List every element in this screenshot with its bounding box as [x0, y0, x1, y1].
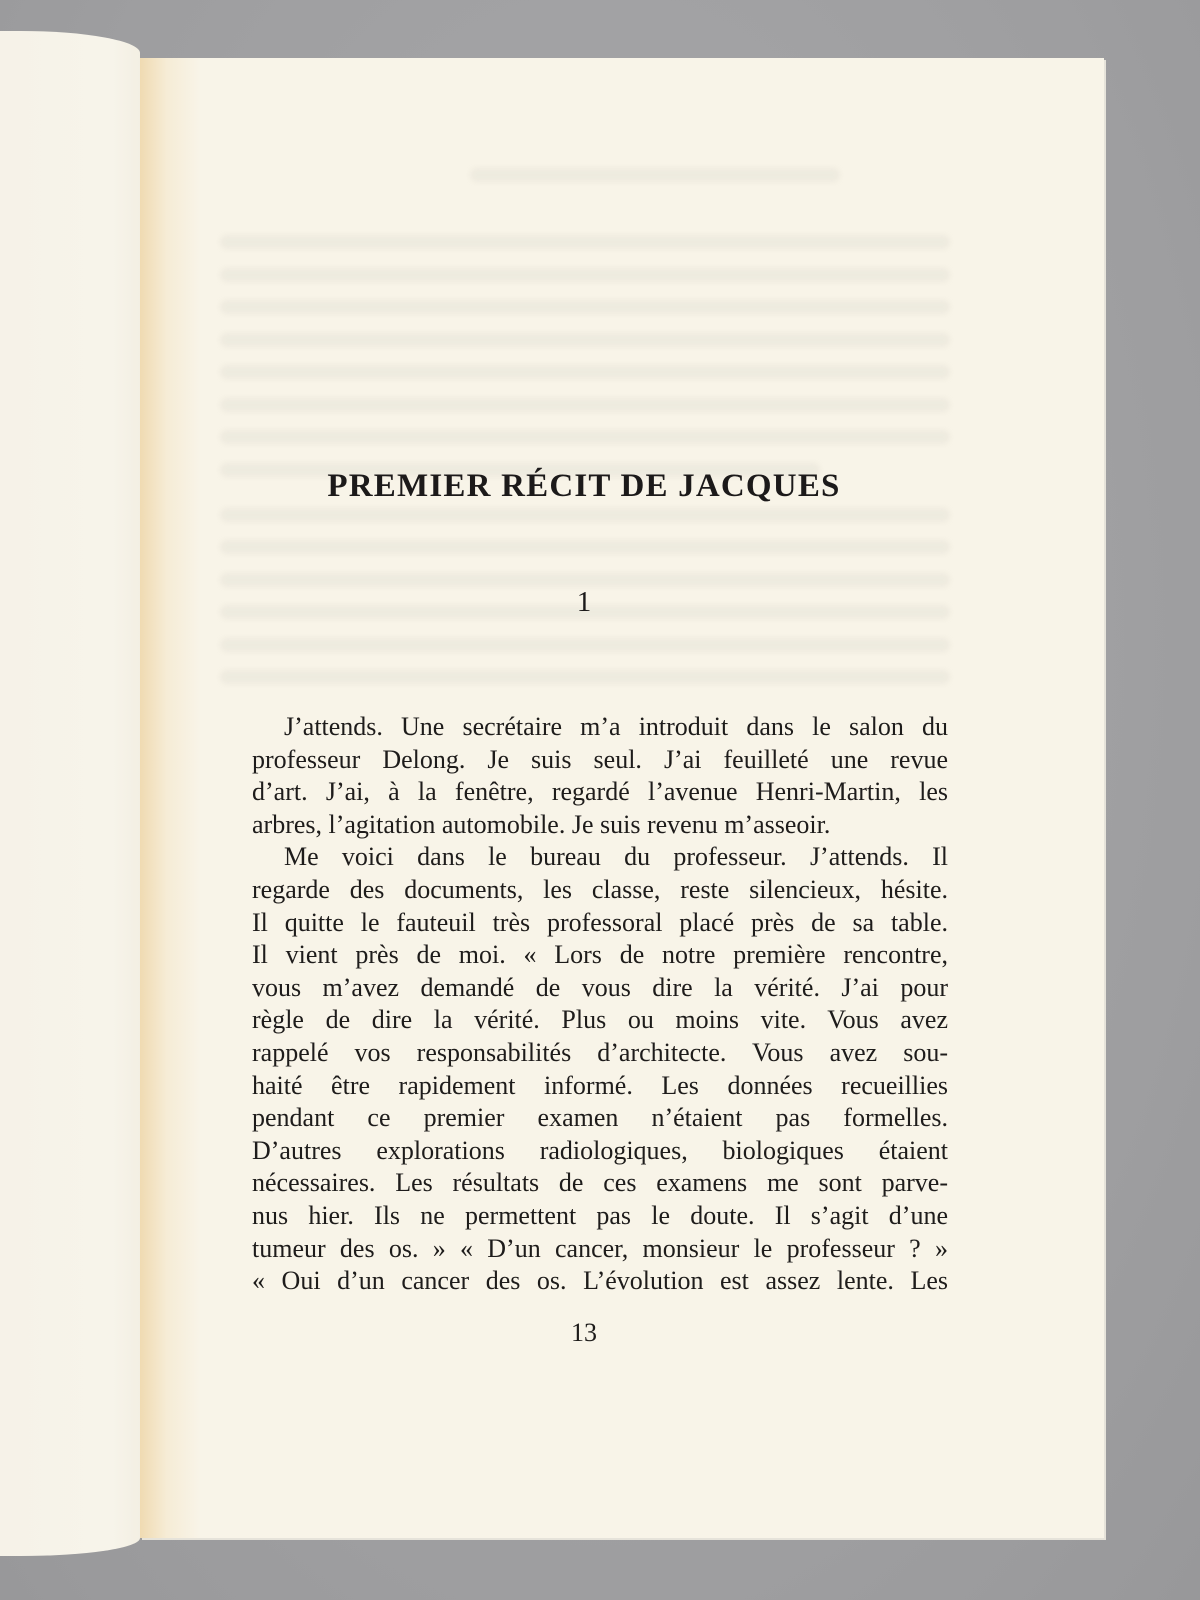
show-through-texture: [470, 168, 840, 182]
show-through-texture: [220, 430, 950, 444]
show-through-texture: [220, 540, 950, 554]
gutter-shadow: [140, 58, 200, 1538]
text-line: Il quitte le fauteuil très professoral placé près de sa table.: [252, 907, 948, 937]
section-number: 1: [576, 586, 592, 618]
show-through-texture: [220, 638, 950, 652]
text-line: pendant ce premier examen n’étaient pas formelles.: [252, 1103, 948, 1133]
text-line: d’art. J’ai, à la fenêtre, regardé l’avenue Henri-Martin, les: [252, 777, 948, 807]
text-line: nus hier. Ils ne permettent pas le doute. Il s’agit d’une: [252, 1200, 948, 1230]
show-through-texture: [220, 398, 950, 412]
text-line: rappelé vos responsabilités d’architecte. Vous avez sou-: [252, 1037, 948, 1067]
text-line: règle de dire la vérité. Plus ou moins vite. Vous avez: [252, 1005, 948, 1035]
text-line: tumeur des os. » « D’un cancer, monsieur le professeur ? »: [252, 1233, 948, 1263]
text-line: regarde des documents, les classe, reste silencieux, hésite.: [252, 874, 948, 904]
text-line: J’attends. Une secrétaire m’a introduit dans le salon du: [284, 712, 948, 741]
show-through-texture: [220, 365, 950, 379]
text-line: haité être rapidement informé. Les données recueillies: [252, 1070, 948, 1100]
text-line: D’autres explorations radiologiques, biologiques étaient: [252, 1135, 948, 1165]
text-line: « Oui d’un cancer des os. L’évolution est assez lente. Les: [252, 1266, 948, 1296]
page-number: 13: [571, 1318, 597, 1347]
text-line: Me voici dans le bureau du professeur. J’attends. Il: [284, 842, 948, 872]
text-line: Il vient près de moi. « Lors de notre première rencontre,: [252, 940, 948, 970]
text-line: professeur Delong. Je suis seul. J’ai feuilleté une revue: [252, 744, 948, 774]
text-line: arbres, l’agitation automobile. Je suis revenu m’asseoir.: [252, 809, 831, 839]
show-through-texture: [220, 508, 950, 522]
previous-page-edge: [0, 31, 140, 1556]
paragraph: [220, 711, 948, 841]
book-page: [140, 58, 1104, 1538]
chapter-title: PREMIER RÉCIT DE JACQUES: [327, 468, 841, 504]
show-through-texture: [220, 333, 950, 347]
show-through-texture: [220, 300, 950, 314]
text-line: nécessaires. Les résultats de ces examens me sont parve-: [252, 1168, 948, 1198]
show-through-texture: [220, 573, 950, 587]
show-through-texture: [220, 268, 950, 282]
text-line: vous m’avez demandé de vous dire la vérité. J’ai pour: [252, 972, 948, 1002]
show-through-texture: [220, 235, 950, 249]
show-through-texture: [220, 670, 950, 684]
paragraph: [220, 841, 948, 1297]
body-text: [220, 711, 948, 1298]
